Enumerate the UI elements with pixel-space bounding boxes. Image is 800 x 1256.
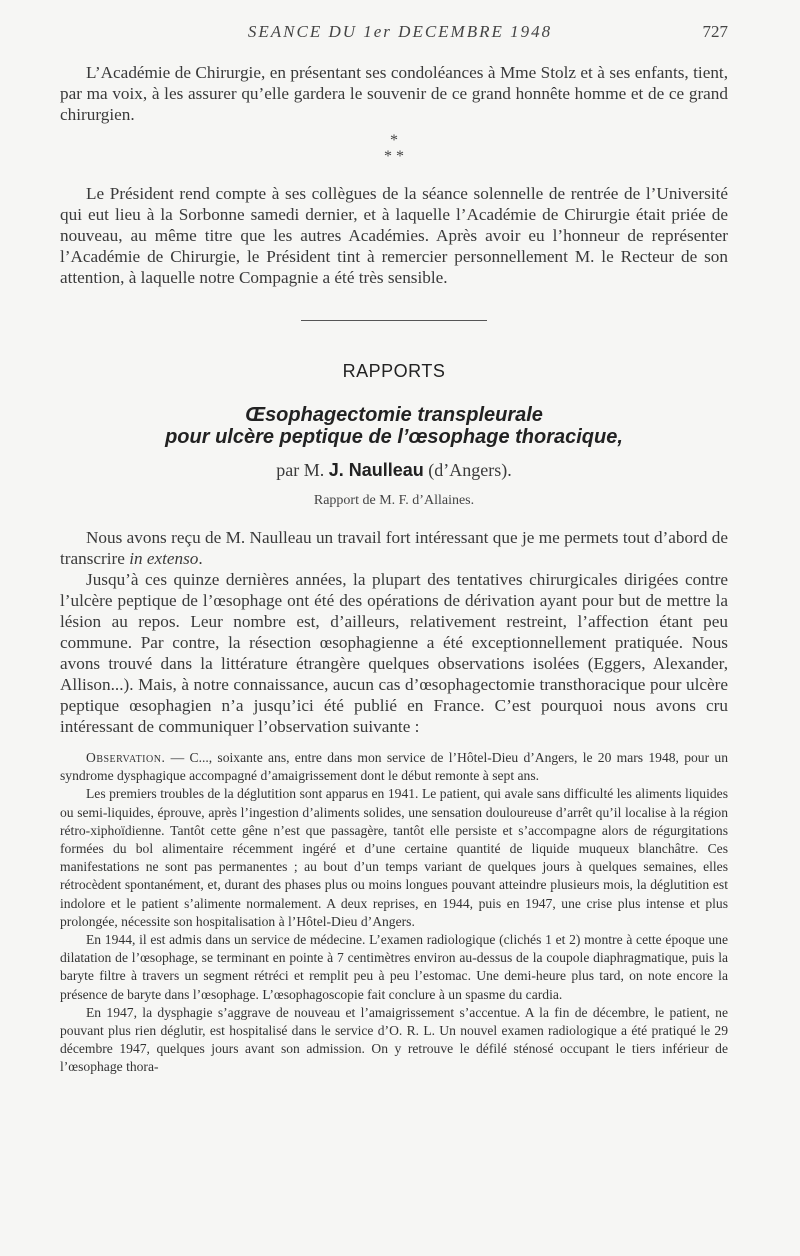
section-heading: RAPPORTS [342, 361, 446, 381]
intro-paragraph-1 [60, 527, 728, 569]
intro-p1-end: . [198, 549, 203, 568]
byline [60, 460, 728, 481]
ornament-asterisks-bottom: * * [384, 148, 404, 165]
ornament-asterisk-top: * [390, 132, 398, 149]
byline-suffix: (d’Angers). [428, 460, 512, 480]
byline-author: J. Naulleau [328, 460, 424, 480]
observation-paragraph-2: Les premiers troubles de la déglutition sont apparus en 1941. Le patient, qui avale sans difficulté les aliments liquides ou semi-liquides, éprouve, après l’ingestion d’aliments solides, une sensation douloureuse d’arrêt qu’il localise à la région rétro-xiphoïdienne. Tantôt cette gêne n’est que passagère, tantôt elle persiste et s’accompagne alors de régurgitations formées du bol alimentaire récemment ingéré et d’une certaine quantité de liquide muqueux blanchâtre. Ces manifestations ne sont pas permanentes ; au bout d’un temps variant de quelques jours à quelques semaines, elles rétrocèdent spontanément, et, durant des phases plus ou moins longues pouvant atteindre plusieurs mois, la déglutition est indolore et le patient s’alimente normalement. A deux reprises, en 1944, puis en 1947, une crise plus intense et plus prolongée, nécessite son hospitalisation à l’Hôtel-Dieu d’Angers. [60, 786, 728, 929]
article-title-line-1: Œsophagectomie transpleurale [245, 404, 543, 426]
report-line: Rapport de M. F. d’Allaines. [313, 493, 475, 508]
running-title: SEANCE DU 1er DECEMBRE 1948 [247, 22, 553, 41]
condolences-paragraph: L’Académie de Chirurgie, en présentant ses condoléances à Mme Stolz et à ses enfants, tient, par ma voix, à les assurer qu’elle gardera le souvenir de ce grand honnête homme et de ce grand chirurgien. [60, 63, 728, 124]
observation-paragraph-4: En 1947, la dysphagie s’aggrave de nouveau et l’amaigrissement s’accentue. A la fin de décembre, le patient, ne pouvant plus rien déglutir, est hospitalisé dans le service d’O. R. L. Un nouvel examen radiologique a été pratiqué le 29 décembre 1947, quelques jours avant son admission. On y retrouve le défilé sténosé occupant le tiers inférieur de l’œsophage thora- [60, 1004, 728, 1075]
observation-p1-text: — C..., soixante ans, entre dans mon service de l’Hôtel-Dieu d’Angers, le 20 mars 1948, pour un syndrome dysphagique accompagné d’amaigrissement dont le début remonte à sept ans. [60, 750, 728, 784]
observation-paragraph-3: En 1944, il est admis dans un service de médecine. L’examen radiologique (clichés 1 et 2) montre à cette époque une dilatation de l’œsophage, se terminant en pointe à 7 centimètres environ au-dessus de la coupole diaphragmatique, puis la baryte filtre à travers un segment rétréci et remplit peu à peu l’estomac. Une demi-heure plus tard, on note encore la présence de baryte dans l’œsophage. L’œsophagoscopie fait conclure à un spasme du cardia. [60, 932, 728, 1002]
horizontal-rule [301, 320, 487, 321]
section-ornament [60, 133, 728, 165]
article-title [60, 404, 728, 448]
observation-label: Observation. [86, 750, 166, 765]
intro-paragraph-2: Jusqu’à ces quinze dernières années, la plupart des tentatives chirurgicales dirigées contre l’ulcère peptique de l’œsophage ont été des opérations de dérivation ayant pour but de mettre la lésion au repos. Leur nombre est, d’ailleurs, relativement restreint, l’affection étant peu commune. Par contre, la résection œsophagienne a été exceptionnellement pratiquée. Nous avons trouvé dans la littérature étrangère quelques observations isolées (Eggers, Alexander, Allison...). Mais, à notre connaissance, aucun cas d’œsophagectomie transthoracique pour ulcère peptique œsophagien n’a jusqu’ici été publié en France. C’est pourquoi nous avons cru intéressant de communiquer l’observation suivante : [60, 570, 728, 736]
intro-p1-italic: in extenso [129, 549, 199, 568]
page-body [60, 62, 728, 1077]
byline-prefix: par M. [276, 460, 325, 480]
president-paragraph: Le Président rend compte à ses collègues de la séance solennelle de rentrée de l’Université qui eut lieu à la Sorbonne samedi dernier, et à laquelle l’Académie de Chirurgie était priée de nouveau, au même titre que les autres Académies. Après avoir eu l’honneur de représenter l’Académie de Chirurgie, le Président tint à remercier personnellement M. le Recteur de son attention, à laquelle notre Compagnie a été très sensible. [60, 184, 728, 287]
running-head [0, 22, 800, 46]
article-title-line-2: pour ulcère peptique de l’œsophage thoracique, [165, 426, 623, 448]
page-number: 727 [702, 22, 728, 41]
observation-paragraph-1 [60, 749, 728, 785]
intro-p1-text: Nous avons reçu de M. Naulleau un travail fort intéressant que je me permets tout d’abord de transcrire [60, 528, 728, 568]
